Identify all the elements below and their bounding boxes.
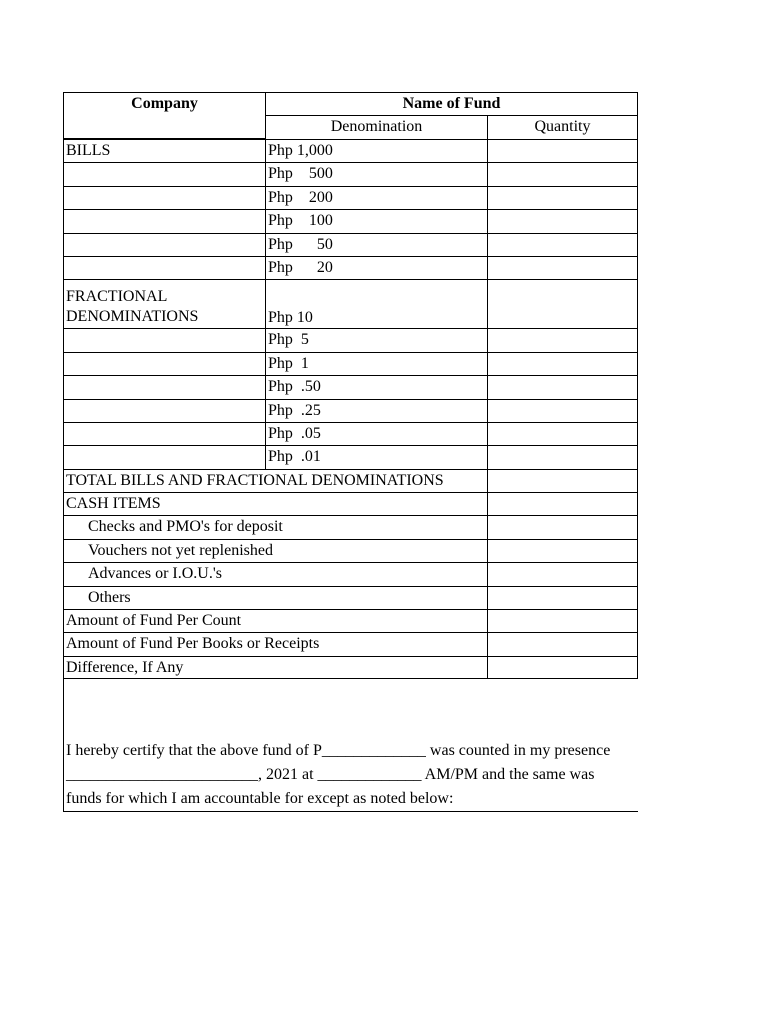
bill-row	[63, 186, 638, 209]
cash-item-label: Others	[63, 586, 488, 609]
denomination-cell: Php 200	[266, 186, 488, 209]
cash-count-sheet	[63, 92, 638, 741]
quantity-cell[interactable]	[488, 586, 638, 609]
quantity-cell[interactable]	[488, 209, 638, 232]
summary-row	[63, 656, 638, 679]
cash-items-label: CASH ITEMS	[63, 492, 488, 515]
cash-item-row	[63, 586, 638, 609]
denomination-cell: Php 10	[266, 279, 488, 328]
fractional-row	[63, 445, 638, 468]
cash-item-label: Vouchers not yet replenished	[63, 539, 488, 562]
denomination-cell: Php .50	[266, 375, 488, 398]
certification-line: funds for which I am accountable for except as noted below:	[63, 787, 638, 812]
bill-row	[63, 256, 638, 279]
cash-item-row	[63, 562, 638, 585]
denomination-cell: Php 1,000	[266, 139, 488, 162]
fund-per-books-label: Amount of Fund Per Books or Receipts	[63, 632, 488, 655]
quantity-cell[interactable]	[488, 515, 638, 538]
denomination-cell: Php 1	[266, 352, 488, 375]
cash-item-row	[63, 539, 638, 562]
quantity-cell[interactable]	[488, 422, 638, 445]
quantity-cell[interactable]	[488, 186, 638, 209]
bills-label: BILLS	[63, 139, 266, 162]
quantity-cell[interactable]	[488, 656, 638, 679]
denomination-cell: Php 5	[266, 328, 488, 351]
quantity-cell[interactable]	[488, 632, 638, 655]
bill-row	[63, 139, 638, 162]
bill-row	[63, 209, 638, 232]
quantity-cell[interactable]	[488, 609, 638, 632]
quantity-cell[interactable]	[488, 399, 638, 422]
certification-line: ________________________, 2021 at _____________ AM/PM and the same was	[63, 763, 638, 787]
quantity-cell[interactable]	[488, 256, 638, 279]
fractional-row	[63, 422, 638, 445]
cash-item-row	[63, 515, 638, 538]
cash-item-label: Advances or I.O.U.'s	[63, 562, 488, 585]
cash-items-row	[63, 492, 638, 515]
quantity-header: Quantity	[488, 116, 638, 139]
total-label: TOTAL BILLS AND FRACTIONAL DENOMINATIONS	[63, 469, 488, 492]
denomination-cell: Php .01	[266, 445, 488, 468]
quantity-cell[interactable]	[488, 352, 638, 375]
quantity-cell[interactable]	[488, 539, 638, 562]
quantity-cell[interactable]	[488, 279, 638, 328]
fractional-row	[63, 375, 638, 398]
quantity-cell[interactable]	[488, 139, 638, 162]
quantity-cell[interactable]	[488, 233, 638, 256]
difference-label: Difference, If Any	[63, 656, 488, 679]
fractional-row	[63, 328, 638, 351]
fractional-row	[63, 399, 638, 422]
denomination-cell: Php 50	[266, 233, 488, 256]
quantity-cell[interactable]	[488, 328, 638, 351]
bill-row	[63, 162, 638, 185]
quantity-cell[interactable]	[488, 562, 638, 585]
denomination-header: Denomination	[266, 116, 488, 139]
certification-line: I hereby certify that the above fund of P_____________ was counted in my presence	[63, 739, 638, 763]
summary-row	[63, 609, 638, 632]
bill-row	[63, 233, 638, 256]
certification-spacer	[63, 679, 638, 741]
total-quantity-cell[interactable]	[488, 469, 638, 492]
quantity-cell[interactable]	[488, 445, 638, 468]
quantity-cell[interactable]	[488, 492, 638, 515]
fund-per-count-label: Amount of Fund Per Count	[63, 609, 488, 632]
summary-row	[63, 632, 638, 655]
header-row	[63, 92, 638, 116]
quantity-cell[interactable]	[488, 375, 638, 398]
fund-name-header: Name of Fund	[266, 92, 638, 116]
cash-item-label: Checks and PMO's for deposit	[63, 515, 488, 538]
company-header: Company	[63, 92, 266, 139]
fractional-row	[63, 279, 638, 328]
quantity-cell[interactable]	[488, 162, 638, 185]
fractional-row	[63, 352, 638, 375]
fractional-label: FRACTIONAL DENOMINATIONS	[63, 279, 266, 328]
total-row	[63, 469, 638, 492]
certification-block	[63, 739, 638, 812]
denomination-cell: Php 500	[266, 162, 488, 185]
denomination-cell: Php 100	[266, 209, 488, 232]
denomination-cell: Php 20	[266, 256, 488, 279]
denomination-cell: Php .25	[266, 399, 488, 422]
denomination-cell: Php .05	[266, 422, 488, 445]
